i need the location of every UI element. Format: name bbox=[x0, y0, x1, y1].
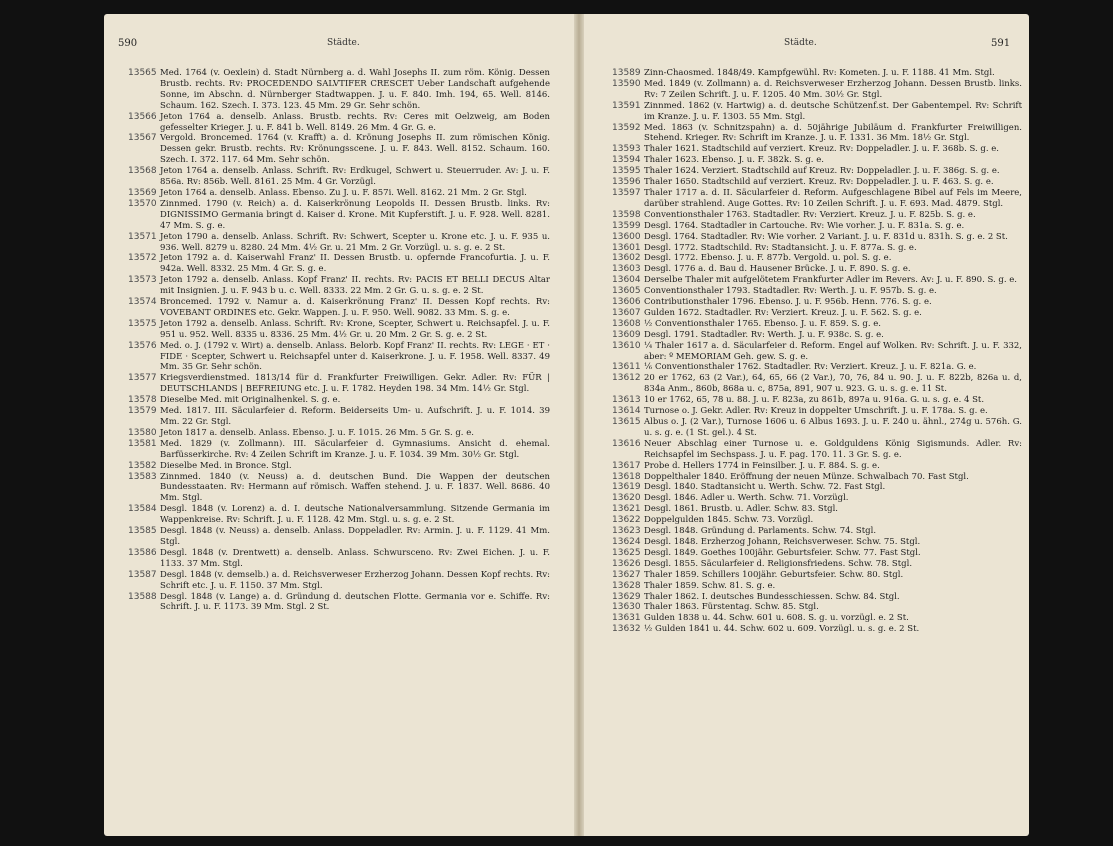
lot-description: Desgl. 1848 (v. demselb.) a. d. Reichsverweser Erzherzog Johann. Dessen Kopf rechts. Rv: Schrift etc. J. u. F. 1150. 37 Mm. Stgl. bbox=[160, 569, 550, 591]
lot-description: Albus o. J. (2 Var.), Turnose 1606 u. 6 Albus 1693. J. u. F. 240 u. ähnl., 274g u. 576h. G. u. s. g. e. (1 St. gel.). 4 St. bbox=[644, 417, 1022, 438]
lot-description: Thaler 1624. Verziert. Stadtschild auf Kreuz. Rv: Doppeladler. J. u. F. 386g. S. g. e. bbox=[644, 166, 1000, 177]
right-page bbox=[584, 14, 1029, 836]
catalog-entry bbox=[128, 548, 550, 570]
lot-number: 13628 bbox=[612, 580, 641, 591]
lot-number: 13576 bbox=[128, 340, 157, 351]
catalog-entry bbox=[128, 232, 550, 254]
lot-number: 13606 bbox=[612, 297, 641, 308]
lot-number: 13572 bbox=[128, 253, 157, 264]
catalog-entry bbox=[612, 439, 1022, 461]
left-page bbox=[104, 14, 574, 836]
catalog-entry bbox=[612, 166, 1022, 177]
lot-description: Thaler 1859. Schw. 81. S. g. e. bbox=[644, 580, 776, 591]
lot-description: Jeton 1792 a. d. Kaiserwahl Franz' II. Dessen Brustb. u. opfernde Francofurtia. J. u. F. 942a. Well. 8332. 25 Mm. 4 Gr. S. g. e. bbox=[160, 253, 550, 275]
lot-description: Desgl. 1776 a. d. Bau d. Hausener Brücke. J. u. F. 890. S. g. e. bbox=[644, 264, 911, 275]
lot-description: Jeton 1792 a. denselb. Anlass. Kopf Franz' II. rechts. Rv: PACIS ET BELLI DECUS Altar mit Insignien. J. u. F. 943 b u. c. Well. 8333. 22 Mm. 2 Gr. G. u. s. g. e. 2 St. bbox=[160, 275, 550, 297]
lot-number: 13567 bbox=[128, 133, 157, 144]
lot-number: 13580 bbox=[128, 427, 157, 438]
catalog-entry bbox=[612, 275, 1022, 286]
lot-number: 13592 bbox=[612, 122, 641, 133]
lot-number: 13590 bbox=[612, 78, 641, 89]
catalog-entry bbox=[612, 373, 1022, 395]
catalog-entry bbox=[612, 570, 1022, 581]
lot-description: Desgl. 1848. Erzherzog Johann, Reichsverweser. Schw. 75. Stgl. bbox=[644, 536, 921, 547]
catalog-entry bbox=[128, 472, 550, 505]
lot-description: Probe d. Hellers 1774 in Feinsilber. J. u. F. 884. S. g. e. bbox=[644, 460, 880, 471]
catalog-entry bbox=[128, 341, 550, 374]
catalog-entry bbox=[128, 395, 550, 406]
catalog-entry bbox=[612, 286, 1022, 297]
running-head: Städte. bbox=[327, 38, 360, 48]
lot-description: Thaler 1621. Stadtschild auf verziert. Kreuz. Rv: Doppeladler. J. u. F. 368b. S. g. e. bbox=[644, 144, 999, 155]
catalog-entry bbox=[612, 504, 1022, 515]
catalog-entry bbox=[612, 537, 1022, 548]
lot-description: ½ Conventionsthaler 1765. Ebenso. J. u. F. 859. S. g. e. bbox=[644, 318, 881, 329]
lot-number: 13621 bbox=[612, 504, 641, 515]
catalog-entry bbox=[612, 144, 1022, 155]
catalog-entry bbox=[612, 602, 1022, 613]
lot-number: 13588 bbox=[128, 591, 157, 602]
lot-number: 13625 bbox=[612, 547, 641, 558]
lot-number: 13616 bbox=[612, 438, 641, 449]
lot-description: Jeton 1792 a. denselb. Anlass. Schrift. Rv: Krone, Scepter, Schwert u. Reichsapfel. J. u. F. 951 u. 952. Well. 8335 u. 8336. 25 Mm. 4½ Gr. u. 20 Mm. 2 Gr. S. g. e. 2 St. bbox=[160, 318, 550, 340]
lot-description: Zinnmed. 1790 (v. Reich) a. d. Kaiserkrönung Leopolds II. Dessen Brustb. links. Rv: DIGNISSIMO Germania bringt d. Kaiser d. Krone. Mit Kupferstift. J. u. F. 928. Well. 8281. 47 Mm. S. g. e. bbox=[160, 198, 550, 231]
lot-description: Contributionsthaler 1796. Ebenso. J. u. F. 956b. Henn. 776. S. g. e. bbox=[644, 297, 932, 308]
catalog-entry bbox=[612, 362, 1022, 373]
lot-number: 13582 bbox=[128, 460, 157, 471]
catalog-entry bbox=[128, 166, 550, 188]
book-gutter bbox=[574, 14, 584, 836]
lot-number: 13586 bbox=[128, 547, 157, 558]
catalog-entry bbox=[612, 243, 1022, 254]
lot-description: Desgl. 1848 (v. Lorenz) a. d. I. deutsche Nationalversammlung. Sitzende Germania im Wappenkreise. Rv: Schrift. J. u. F. 1128. 42 Mm. Stgl. u. s. g. e. 2 St. bbox=[160, 504, 550, 526]
lot-description: Broncemed. 1792 v. Namur a. d. Kaiserkrönung Franz' II. Dessen Kopf rechts. Rv: VOVEBANT ORDINES etc. Gekr. Wappen. J. u. F. 950. Well. 9082. 33 Mm. S. g. e. bbox=[160, 297, 550, 318]
lot-number: 13631 bbox=[612, 613, 641, 624]
lot-description: Desgl. 1772. Stadtschild. Rv: Stadtansicht. J. u. F. 877a. S. g. e. bbox=[644, 242, 917, 253]
lot-number: 13601 bbox=[612, 242, 641, 253]
catalog-entry bbox=[612, 319, 1022, 330]
lot-description: Med. o. J. (1792 v. Wirt) a. denselb. Anlass. Belorb. Kopf Franz' II. rechts. Rv: LEGE · ET · FIDE · Scepter, Schwert u. Reichsapfel unter d. Kaiserkrone. J. u. F. 1958. Well. 8337. 49 Mm. 35 Gr. Sehr schön. bbox=[160, 340, 550, 373]
lot-description: Gulden 1672. Stadtadler. Rv: Verziert. Kreuz. J. u. F. 562. S. g. e. bbox=[644, 307, 922, 318]
catalog-entry bbox=[128, 570, 550, 592]
lot-number: 13617 bbox=[612, 460, 641, 471]
lot-description: Desgl. 1849. Goethes 100jähr. Geburtsfeier. Schw. 77. Fast Stgl. bbox=[644, 547, 921, 558]
lot-number: 13630 bbox=[612, 602, 641, 613]
lot-number: 13612 bbox=[612, 373, 641, 384]
catalog-entry bbox=[612, 581, 1022, 592]
lot-number: 13573 bbox=[128, 275, 157, 286]
catalog-entry bbox=[612, 330, 1022, 341]
lot-number: 13619 bbox=[612, 482, 641, 493]
lot-number: 13597 bbox=[612, 187, 641, 198]
lot-description: Dieselbe Med. in Bronce. Stgl. bbox=[160, 460, 292, 471]
page-number: 590 bbox=[118, 38, 138, 49]
catalog-entry bbox=[612, 123, 1022, 145]
lot-description: Zinnmed. 1840 (v. Neuss) a. d. deutschen Bund. Die Wappen der deutschen Bundesstaaten. Rv: Hermann auf römisch. Waffen stehend. J. u. F. 1837. Well. 8686. 40 Mm. Stgl. bbox=[160, 471, 550, 504]
lot-description: Desgl. 1848 (v. Neuss) a. denselb. Anlass. Doppeladler. Rv: Armin. J. u. F. 1129. 41 Mm. Stgl. bbox=[160, 526, 550, 547]
catalog-entry bbox=[612, 188, 1022, 210]
lot-number: 13578 bbox=[128, 395, 157, 406]
catalog-entry bbox=[128, 373, 550, 395]
lot-number: 13583 bbox=[128, 471, 157, 482]
catalog-entry bbox=[128, 199, 550, 232]
lot-number: 13599 bbox=[612, 220, 641, 231]
lot-number: 13570 bbox=[128, 198, 157, 209]
lot-description: Thaler 1863. Fürstentag. Schw. 85. Stgl. bbox=[644, 602, 819, 613]
lot-number: 13614 bbox=[612, 406, 641, 417]
catalog-entry bbox=[128, 526, 550, 548]
lot-description: Thaler 1717 a. d. II. Säcularfeier d. Reform. Aufgeschlagene Bibel auf Fels im Meere, darüber strahlend. Auge Gottes. Rv: 10 Zeilen Schrift. J. u. F. 693. Mad. 4879. Stgl. bbox=[644, 187, 1022, 209]
lot-description: Desgl. 1791. Stadtadler. Rv: Werth. J. u. F. 938c. S. g. e. bbox=[644, 329, 884, 340]
lot-description: Desgl. 1861. Brustb. u. Adler. Schw. 83. Stgl. bbox=[644, 504, 839, 515]
lot-number: 13605 bbox=[612, 286, 641, 297]
catalog-entry bbox=[612, 253, 1022, 264]
lot-description: Thaler 1862. I. deutsches Bundesschiessen. Schw. 84. Stgl. bbox=[644, 591, 900, 602]
lot-number: 13627 bbox=[612, 569, 641, 580]
lot-number: 13589 bbox=[612, 68, 641, 78]
lot-number: 13623 bbox=[612, 526, 641, 537]
catalog-entry bbox=[612, 613, 1022, 624]
lot-description: Med. 1817. III. Säcularfeier d. Reform. Beiderseits Um- u. Aufschrift. J. u. F. 1014. 39 Mm. 22 Gr. Stgl. bbox=[160, 406, 550, 427]
lot-number: 13591 bbox=[612, 100, 641, 111]
lot-description: Desgl. 1855. Säcularfeier d. Religionsfriedens. Schw. 78. Stgl. bbox=[644, 558, 913, 569]
lot-description: Kriegsverdienstmed. 1813/14 für d. Frankfurter Freiwilligen. Gekr. Adler. Rv: FÜR | DEUTSCHLANDS | BEFREIUNG etc. J. u. F. 1782. Heyden 198. 34 Mm. 14½ Gr. Stgl. bbox=[160, 373, 550, 395]
lot-description: Desgl. 1772. Ebenso. J. u. F. 877b. Vergold. u. pol. S. g. e. bbox=[644, 253, 892, 264]
lot-description: Doppelthaler 1840. Eröffnung der neuen Münze. Schwalbach 70. Fast Stgl. bbox=[644, 471, 969, 482]
lot-description: 20 er 1762, 63 (2 Var.), 64, 65, 66 (2 Var.), 70, 76, 84 u. 90. J. u. F. 822b, 826a u. d, 834a Anm., 860b, 868a u. c, 875a, 891, 907 u. 923. G. u. s. g. e. 11 St. bbox=[644, 373, 1022, 395]
catalog-entry bbox=[612, 461, 1022, 472]
lot-description: Dieselbe Med. mit Originalhenkel. S. g. e. bbox=[160, 395, 341, 406]
catalog-entry bbox=[128, 253, 550, 275]
lot-number: 13566 bbox=[128, 111, 157, 122]
lot-description: Desgl. 1764. Stadtadler in Cartouche. Rv: Wie vorher. J. u. F. 831a. S. g. e. bbox=[644, 220, 965, 231]
lot-description: Derselbe Thaler mit aufgelötetem Frankfurter Adler im Revers. Av: J. u. F. 890. S. g. e. bbox=[644, 275, 1017, 286]
lot-description: Zinn-Chaosmed. 1848/49. Kampfgewühl. Rv: Kometen. J. u. F. 1188. 41 Mm. Stgl. bbox=[644, 68, 995, 78]
catalog-entry bbox=[612, 155, 1022, 166]
catalog-entry bbox=[128, 112, 550, 134]
catalog-entry bbox=[128, 133, 550, 166]
catalog-entry bbox=[612, 68, 1022, 79]
lot-number: 13575 bbox=[128, 318, 157, 329]
catalog-entries bbox=[612, 68, 1022, 635]
lot-number: 13595 bbox=[612, 166, 641, 177]
lot-description: Conventionsthaler 1763. Stadtadler. Rv: Verziert. Kreuz. J. u. F. 825b. S. g. e. bbox=[644, 209, 976, 220]
lot-number: 13624 bbox=[612, 536, 641, 547]
lot-number: 13569 bbox=[128, 187, 157, 198]
catalog-entry bbox=[612, 417, 1022, 439]
lot-description: ¼ Thaler 1617 a. d. Säcularfeier d. Reform. Engel auf Wolken. Rv: Schrift. J. u. F. 332, aber: º MEMORIAM Geh. gew. S. g. e. bbox=[644, 340, 1022, 362]
catalog-entry bbox=[128, 275, 550, 297]
lot-description: Turnose o. J. Gekr. Adler. Rv: Kreuz in doppelter Umschrift. J. u. F. 178a. S. g. e. bbox=[644, 406, 988, 417]
lot-description: Jeton 1764 a. denselb. Anlass. Brustb. rechts. Rv: Ceres mit Oelzweig, am Boden gefesselter Krieger. J. u. F. 841 b. Well. 8149. 26 Mm. 4 Gr. G. e. bbox=[160, 111, 550, 133]
lot-description: Desgl. 1846. Adler u. Werth. Schw. 71. Vorzügl. bbox=[644, 493, 849, 504]
lot-description: Med. 1849 (v. Zollmann) a. d. Reichsverweser Erzherzog Johann. Dessen Brustb. links. Rv: 7 Zeilen Schrift. J. u. F. 1205. 40 Mm. 30½ Gr. Stgl. bbox=[644, 78, 1022, 100]
catalog-entry bbox=[612, 221, 1022, 232]
catalog-entry bbox=[128, 68, 550, 112]
catalog-entry bbox=[128, 188, 550, 199]
lot-number: 13571 bbox=[128, 231, 157, 242]
book-spread bbox=[104, 14, 1029, 836]
lot-number: 13618 bbox=[612, 471, 641, 482]
catalog-entry bbox=[612, 341, 1022, 363]
lot-description: Jeton 1790 a. denselb. Anlass. Schrift. Rv: Schwert, Scepter u. Krone etc. J. u. F. 935 u. 936. Well. 8279 u. 8280. 24 Mm. 4½ Gr. u. 21 Mm. 2 Gr. Vorzügl. u. s. g. e. 2 St. bbox=[160, 231, 550, 253]
lot-number: 13608 bbox=[612, 318, 641, 329]
lot-description: Zinnmed. 1862 (v. Hartwig) a. d. deutsche Schützenf.st. Der Gabentempel. Rv: Schrift im Kranze. J. u. F. 1303. 55 Mm. Stgl. bbox=[644, 100, 1022, 122]
catalog-entry bbox=[612, 592, 1022, 603]
catalog-entry bbox=[612, 297, 1022, 308]
catalog-entry bbox=[612, 210, 1022, 221]
catalog-entry bbox=[128, 439, 550, 461]
lot-description: ⅙ Conventionsthaler 1762. Stadtadler. Rv: Verziert. Kreuz. J. u. F. 821a. G. e. bbox=[644, 362, 977, 373]
catalog-entry bbox=[612, 79, 1022, 101]
lot-number: 13603 bbox=[612, 264, 641, 275]
page-number: 591 bbox=[991, 38, 1011, 49]
lot-description: Desgl. 1840. Stadtansicht u. Werth. Schw. 72. Fast Stgl. bbox=[644, 482, 886, 493]
catalog-entry bbox=[128, 297, 550, 319]
catalog-entries bbox=[128, 68, 550, 613]
lot-number: 13604 bbox=[612, 275, 641, 286]
lot-number: 13584 bbox=[128, 504, 157, 515]
catalog-entry bbox=[612, 624, 1022, 635]
lot-number: 13585 bbox=[128, 526, 157, 537]
catalog-entry bbox=[612, 406, 1022, 417]
lot-description: Conventionsthaler 1793. Stadtadler. Rv: Werth. J. u. F. 957b. S. g. e. bbox=[644, 286, 937, 297]
catalog-entry bbox=[128, 592, 550, 614]
lot-number: 13565 bbox=[128, 68, 157, 78]
lot-number: 13611 bbox=[612, 362, 641, 373]
lot-number: 13602 bbox=[612, 253, 641, 264]
lot-number: 13568 bbox=[128, 166, 157, 177]
lot-number: 13629 bbox=[612, 591, 641, 602]
catalog-entry bbox=[128, 461, 550, 472]
catalog-entry bbox=[612, 515, 1022, 526]
lot-number: 13579 bbox=[128, 406, 157, 417]
catalog-entry bbox=[128, 319, 550, 341]
lot-description: Jeton 1764 a. denselb. Anlass. Schrift. Rv: Erdkugel, Schwert u. Steuerruder. Av: J. u. F. 856a. Rv: 856b. Well. 8161. 25 Mm. 4 Gr. Vorzügl. bbox=[160, 166, 550, 188]
catalog-entry bbox=[612, 308, 1022, 319]
lot-number: 13609 bbox=[612, 329, 641, 340]
lot-description: Desgl. 1764. Stadtadler. Rv: Wie vorher. 2 Variant. J. u. F. 831d u. 831h. S. g. e. 2 St. bbox=[644, 231, 1008, 242]
lot-description: 10 er 1762, 65, 78 u. 88. J. u. F. 823a, zu 861b, 897a u. 916a. G. u. s. g. e. 4 St. bbox=[644, 395, 985, 406]
catalog-entry bbox=[612, 264, 1022, 275]
lot-description: Med. 1764 (v. Oexlein) d. Stadt Nürnberg a. d. Wahl Josephs II. zum röm. König. Dessen Brustb. rechts. Rv: PROCEDENDO SALVTIFER CRESCET Ueber Landschaft aufgehende Sonne, im Abschn. d. Nürnberger Stadtwappen. J. u. F. 840. Imh. 194, 65. Well. 8146. Schaum. 162. Szech. I. 373. 123. 45 Mm. 29 Gr. Sehr schön. bbox=[160, 68, 550, 111]
lot-description: Desgl. 1848 (v. Lange) a. d. Gründung d. deutschen Flotte. Germania vor e. Schiffe. Rv: Schrift. J. u. F. 1173. 39 Mm. Stgl. 2 St. bbox=[160, 591, 550, 613]
running-head: Städte. bbox=[784, 38, 817, 48]
lot-number: 13610 bbox=[612, 340, 641, 351]
catalog-entry bbox=[128, 406, 550, 428]
lot-number: 13632 bbox=[612, 624, 641, 635]
lot-number: 13594 bbox=[612, 155, 641, 166]
lot-description: Vergold. Broncemed. 1764 (v. Krafft) a. d. Krönung Josephs II. zum römischen König. Dessen gekr. Brustb. rechts. Rv: Krönungsscene. J. u. F. 843. Well. 8152. Schaum. 160. Szech. I. 372. 117. 64 Mm. Sehr schön. bbox=[160, 133, 550, 166]
lot-description: Thaler 1650. Stadtschild auf verziert. Kreuz. Rv: Doppeladler. J. u. F. 463. S. g. e. bbox=[644, 177, 994, 188]
lot-number: 13626 bbox=[612, 558, 641, 569]
catalog-entry bbox=[612, 232, 1022, 243]
lot-number: 13600 bbox=[612, 231, 641, 242]
catalog-entry bbox=[128, 428, 550, 439]
lot-description: ½ Gulden 1841 u. 44. Schw. 602 u. 609. Vorzügl. u. s. g. e. 2 St. bbox=[644, 624, 920, 635]
lot-number: 13587 bbox=[128, 569, 157, 580]
lot-description: Desgl. 1848. Gründung d. Parlaments. Schw. 74. Stgl. bbox=[644, 526, 877, 537]
lot-number: 13574 bbox=[128, 297, 157, 308]
lot-description: Thaler 1859. Schillers 100jähr. Geburtsfeier. Schw. 80. Stgl. bbox=[644, 569, 904, 580]
lot-number: 13620 bbox=[612, 493, 641, 504]
lot-number: 13598 bbox=[612, 209, 641, 220]
lot-description: Gulden 1838 u. 44. Schw. 601 u. 608. S. g. u. vorzügl. e. 2 St. bbox=[644, 613, 909, 624]
catalog-entry bbox=[612, 101, 1022, 123]
lot-number: 13622 bbox=[612, 515, 641, 526]
lot-description: Jeton 1764 a. denselb. Anlass. Ebenso. Zu J. u. F. 857i. Well. 8162. 21 Mm. 2 Gr. Stgl. bbox=[160, 187, 527, 198]
catalog-entry bbox=[612, 526, 1022, 537]
catalog-entry bbox=[612, 395, 1022, 406]
lot-description: Thaler 1623. Ebenso. J. u. F. 382k. S. g. e. bbox=[644, 155, 824, 166]
catalog-entry bbox=[612, 482, 1022, 493]
catalog-entry bbox=[612, 493, 1022, 504]
lot-description: Med. 1863 (v. Schnitzspahn) a. d. 50jährige Jubiläum d. Frankfurter Freiwilligen. Stehend. Krieger. Rv: Schrift im Kranze. J. u. F. 1331. 36 Mm. 18½ Gr. Stgl. bbox=[644, 122, 1022, 144]
lot-number: 13607 bbox=[612, 307, 641, 318]
catalog-entry bbox=[128, 504, 550, 526]
lot-number: 13593 bbox=[612, 144, 641, 155]
lot-number: 13581 bbox=[128, 438, 157, 449]
catalog-entry bbox=[612, 559, 1022, 570]
lot-description: Desgl. 1848 (v. Drentwett) a. denselb. Anlass. Schwursceno. Rv: Zwei Eichen. J. u. F. 1133. 37 Mm. Stgl. bbox=[160, 547, 550, 569]
lot-description: Doppelgulden 1845. Schw. 73. Vorzügl. bbox=[644, 515, 814, 526]
catalog-entry bbox=[612, 177, 1022, 188]
catalog-entry bbox=[612, 548, 1022, 559]
lot-description: Jeton 1817 a. denselb. Anlass. Ebenso. J. u. F. 1015. 26 Mm. 5 Gr. S. g. e. bbox=[160, 427, 474, 438]
lot-number: 13615 bbox=[612, 417, 641, 427]
lot-number: 13613 bbox=[612, 395, 641, 406]
lot-number: 13577 bbox=[128, 373, 157, 384]
lot-description: Neuer Abschlag einer Turnose u. e. Goldguldens König Sigismunds. Adler. Rv: Reichsapfel im Sechspass. J. u. F. pag. 170. 11. 3 Gr. S. g. e. bbox=[644, 438, 1022, 460]
lot-description: Med. 1829 (v. Zollmann). III. Säcularfeier d. Gymnasiums. Ansicht d. ehemal. Barfüsserkirche. Rv: 4 Zeilen Schrift im Kranze. J. u. F. 1034. 39 Mm. 30½ Gr. Stgl. bbox=[160, 438, 550, 460]
catalog-entry bbox=[612, 472, 1022, 483]
lot-number: 13596 bbox=[612, 177, 641, 188]
